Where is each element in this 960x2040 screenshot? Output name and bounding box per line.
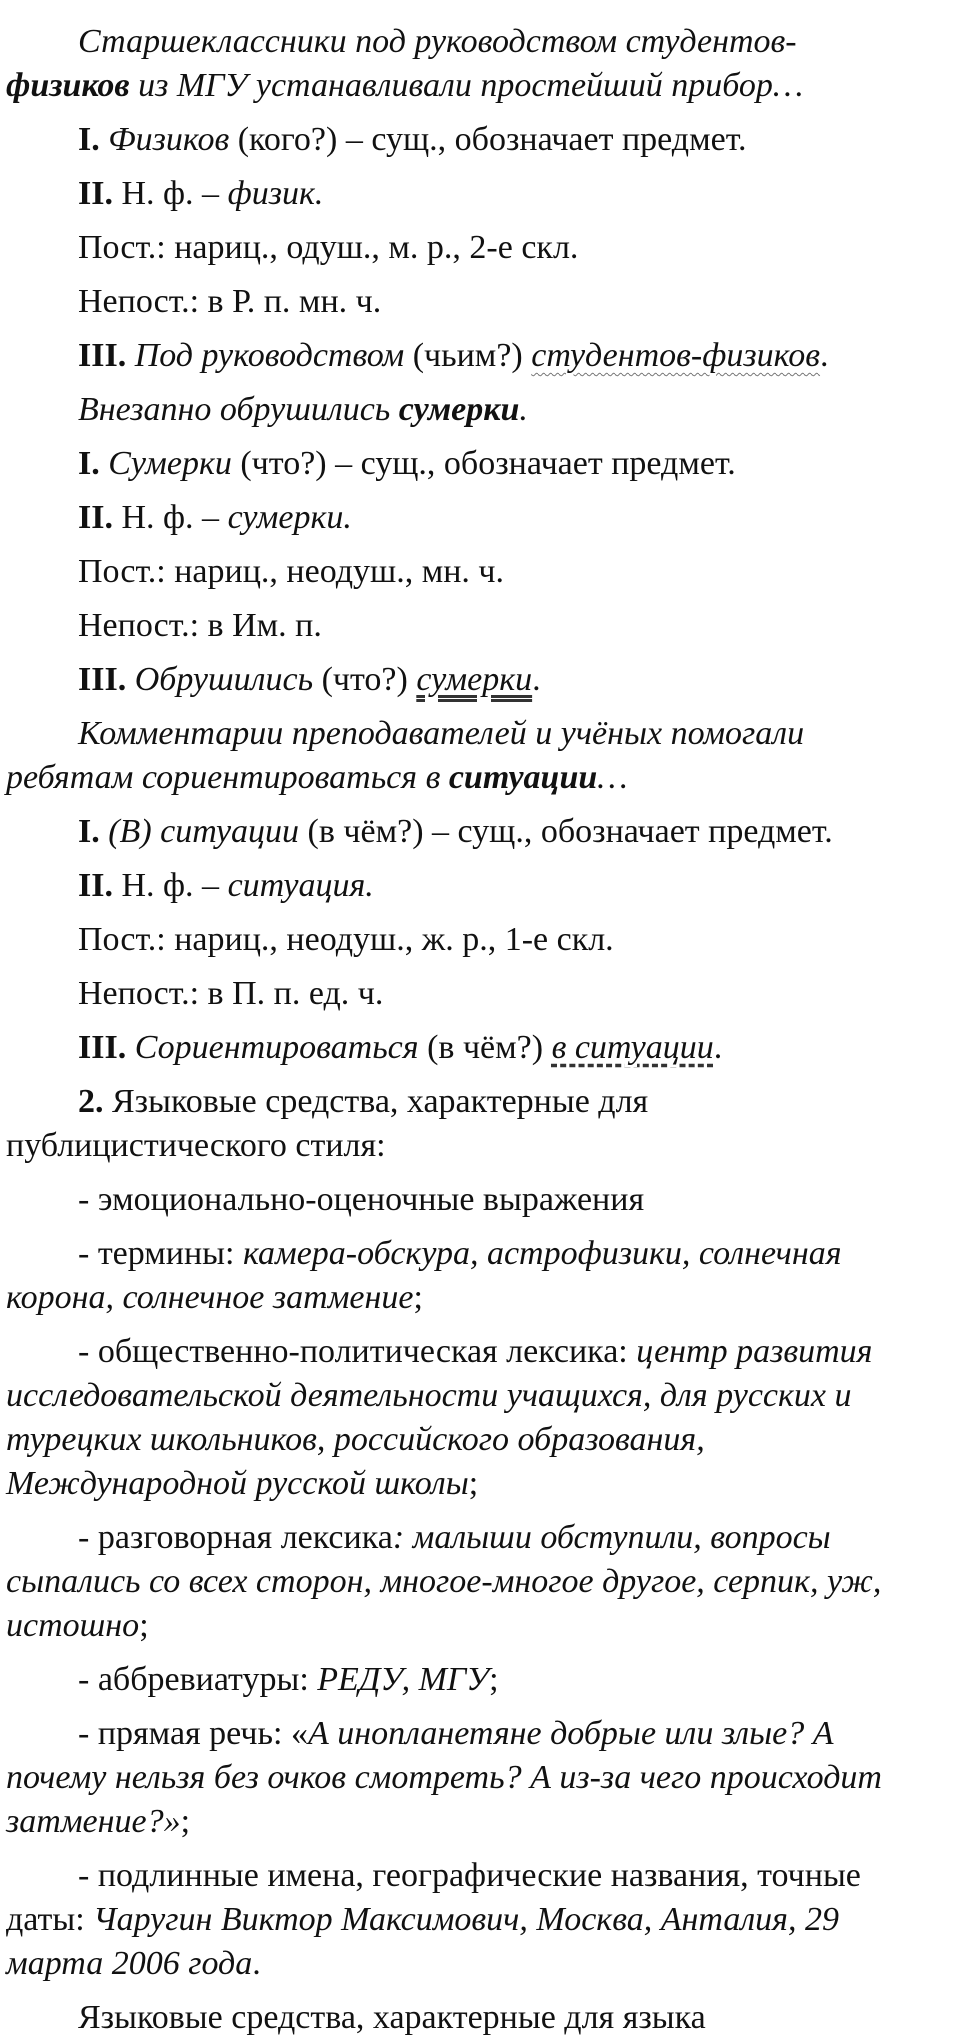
sentence-text: из МГУ устанавливали простейший прибор…: [129, 67, 804, 104]
item-examples: Чаругин Виктор Максимович, Москва, Анталия, 29: [93, 1901, 839, 1938]
item-examples: истошно: [6, 1607, 140, 1644]
sentence-text: ребятам сориентироваться в: [6, 759, 449, 796]
sentence-text: Старшеклассники под руководством студентов-: [78, 23, 797, 60]
item-examples: центр развития: [636, 1333, 873, 1370]
step-number: II.: [78, 175, 113, 212]
step-number: I.: [78, 813, 100, 850]
item-examples: РЕДУ, МГУ: [317, 1661, 490, 1698]
example-sentence-3: [6, 712, 954, 800]
variable-features: Непост.: в Р. п. мн. ч.: [78, 283, 382, 320]
step-number: I.: [78, 445, 100, 482]
step-text: (кого?) – сущ., обозначает предмет.: [229, 121, 747, 158]
item-examples: камера-обскура, астрофизики, солнечная: [242, 1235, 842, 1272]
punctuation: …: [597, 759, 628, 796]
step-number: II.: [78, 499, 113, 536]
item-lead: - аббревиатуры:: [78, 1661, 318, 1698]
step-text: (в чём?) – сущ., обозначает предмет.: [299, 813, 833, 850]
punctuation: ;: [468, 1465, 479, 1502]
step-text: Н. ф. –: [112, 499, 228, 536]
punctuation: .: [820, 337, 829, 374]
analysis-step-3: [6, 1026, 954, 1070]
section-number: 2.: [78, 1083, 104, 1120]
item-examples: марта 2006 года: [6, 1945, 253, 1982]
item-examples: затмение?»: [6, 1803, 181, 1840]
question-text: (чьим?): [404, 337, 532, 374]
analyzed-word: Сумерки: [108, 445, 232, 482]
parsed-word: физиков: [6, 67, 130, 104]
punctuation: .: [532, 661, 541, 698]
governing-word: Сориентироваться: [134, 1029, 419, 1066]
analysis-step-2: [6, 172, 954, 216]
item-examples: Международной русской школы: [6, 1465, 469, 1502]
variable-features: Непост.: в П. п. ед. ч.: [78, 975, 384, 1012]
item-lead: - разговорная лексика: [78, 1519, 393, 1556]
item-lead: - подлинные имена, географические названия, точные: [78, 1857, 861, 1894]
punctuation: .: [252, 1945, 261, 1982]
question-text: (что?): [313, 661, 417, 698]
item-examples: исследовательской деятельности учащихся, для русских и: [6, 1377, 852, 1414]
initial-form: сумерки.: [227, 499, 352, 536]
variable-features: Непост.: в Им. п.: [78, 607, 322, 644]
item-examples: почему нельзя без очков смотреть? А из-за чего происходит: [6, 1759, 882, 1796]
example-sentence-2: [6, 388, 954, 432]
constant-features: Пост.: нариц., неодуш., ж. р., 1-е скл.: [78, 921, 614, 958]
analysis-step-3: [6, 658, 954, 702]
punctuation: ;: [489, 1661, 499, 1698]
parsed-word: ситуации: [448, 759, 598, 796]
punctuation: ;: [139, 1607, 149, 1644]
item-examples: А инопланетяне добрые или злые? А: [307, 1715, 834, 1752]
step-number: III.: [78, 661, 127, 698]
list-item: [6, 1516, 954, 1648]
analysis-step-2: [6, 496, 954, 540]
heading-text: Языковые средства, характерные для: [103, 1083, 649, 1120]
initial-form: ситуация.: [227, 867, 374, 904]
step-number: III.: [78, 337, 127, 374]
question-text: (в чём?): [418, 1029, 552, 1066]
sentence-text: Комментарии преподавателей и учёных помогали: [78, 715, 805, 752]
item-examples: турецких школьников, российского образования,: [6, 1421, 705, 1458]
item-lead: - общественно-политическая лексика:: [78, 1333, 637, 1370]
list-item: [6, 1232, 954, 1320]
step-text: Н. ф. –: [112, 175, 228, 212]
step-text: Н. ф. –: [112, 867, 228, 904]
section-heading: [6, 1080, 954, 1168]
analyzed-word: Физиков: [108, 121, 230, 158]
analysis-step-1: [6, 118, 954, 162]
list-item: [6, 1854, 954, 1986]
step-number: I.: [78, 121, 100, 158]
item-examples: корона, солнечное затмение: [6, 1279, 414, 1316]
punctuation: ;: [413, 1279, 423, 1316]
step-number: III.: [78, 1029, 127, 1066]
governing-word: Обрушились: [134, 661, 314, 698]
item-lead: - термины:: [78, 1235, 243, 1272]
governing-word: Под руководством: [134, 337, 405, 374]
step-text: (что?) – сущ., обозначает предмет.: [231, 445, 736, 482]
list-item: [6, 1712, 954, 1844]
item-lead: даты:: [6, 1901, 94, 1938]
analysis-step-1: [6, 810, 954, 854]
analysis-step-2: [6, 864, 954, 908]
constant-features: Пост.: нариц., неодуш., мн. ч.: [78, 553, 505, 590]
analyzed-word: (В) ситуации: [108, 813, 300, 850]
underlined-member: в ситуации: [551, 1029, 714, 1066]
underlined-member: сумерки: [416, 661, 533, 698]
parsed-word: сумерки: [398, 391, 520, 428]
list-item: - эмоционально-оценочные выражения: [78, 1181, 645, 1218]
punctuation: .: [713, 1029, 723, 1066]
item-examples: сыпались со всех сторон, многое-многое другое, серпик, уж,: [6, 1563, 882, 1600]
trailing-paragraph: Языковые средства, характерные для языка: [78, 1999, 706, 2036]
initial-form: физик.: [227, 175, 324, 212]
analysis-step-3: [6, 334, 954, 378]
list-item: [6, 1330, 954, 1506]
punctuation: .: [519, 391, 528, 428]
analysis-step-1: [6, 442, 954, 486]
heading-text: публицистического стиля:: [6, 1127, 386, 1164]
sentence-text: Внезапно обрушились: [78, 391, 399, 428]
punctuation: ;: [180, 1803, 191, 1840]
list-item: [6, 1658, 954, 1702]
underlined-member: студентов-физиков: [531, 337, 821, 374]
item-examples: : малыши обступили, вопросы: [392, 1519, 831, 1556]
example-sentence-1: [6, 20, 954, 108]
step-number: II.: [78, 867, 113, 904]
constant-features: Пост.: нариц., одуш., м. р., 2-е скл.: [78, 229, 579, 266]
item-lead: - прямая речь: «: [78, 1715, 308, 1752]
